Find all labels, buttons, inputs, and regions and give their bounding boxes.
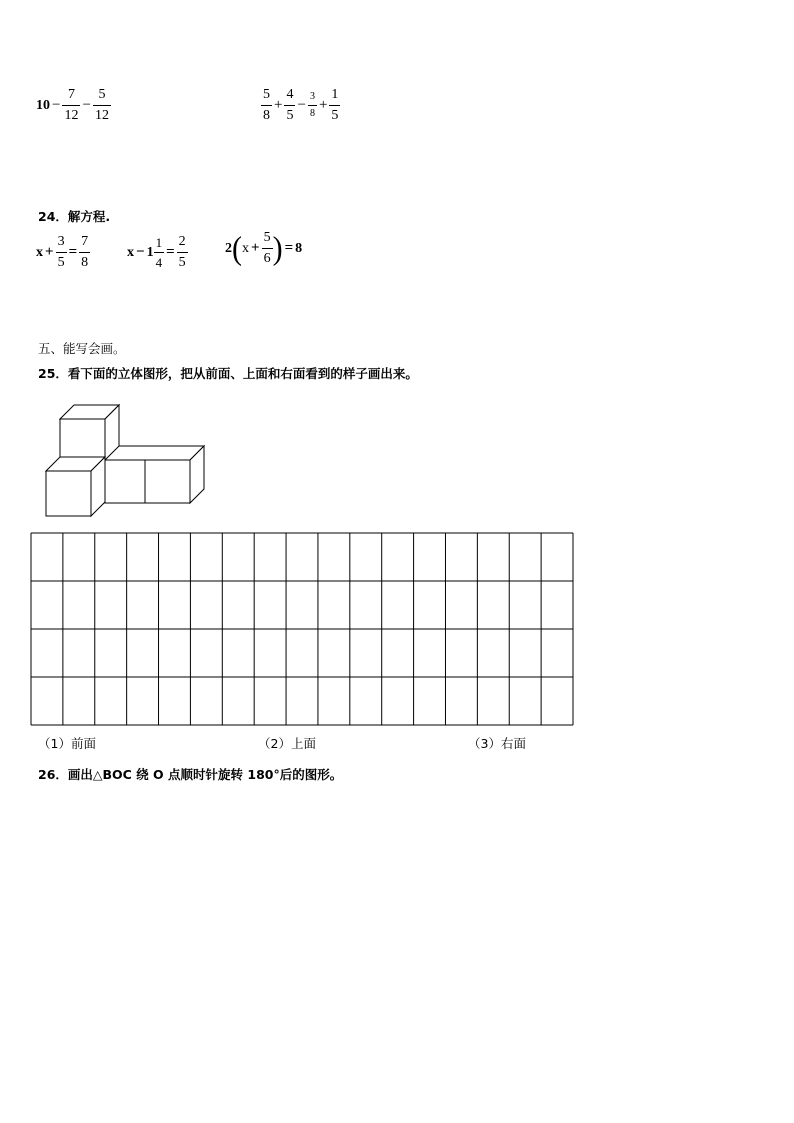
numerator: 7 — [81, 234, 89, 249]
fraction — [154, 236, 165, 269]
cube-front-face — [60, 419, 105, 463]
equals-sign: = — [166, 244, 175, 260]
denominator: 8 — [261, 105, 272, 123]
denominator: 5 — [177, 252, 188, 270]
equals-sign: = — [68, 244, 78, 260]
coefficient: 2 — [225, 240, 232, 256]
mixed-number — [147, 236, 165, 269]
equation-2 — [127, 235, 188, 270]
fraction — [177, 235, 188, 270]
numerator: 7 — [67, 87, 75, 102]
equals-sign: = — [284, 240, 294, 256]
numerator: 3 — [309, 91, 315, 102]
denominator: 5 — [56, 252, 67, 270]
cube-top-face — [105, 446, 204, 460]
fraction — [262, 231, 273, 266]
equation-1 — [36, 235, 90, 270]
denominator: 6 — [262, 248, 273, 266]
fraction — [79, 235, 90, 270]
question-24-title: 24．解方程. — [38, 209, 111, 224]
operator: − — [297, 97, 306, 113]
whole-number: 10 — [36, 97, 50, 113]
operator: + — [318, 97, 328, 113]
numerator: 1 — [331, 87, 339, 102]
operator: + — [45, 244, 54, 260]
label-right-view: （3）右面 — [468, 736, 526, 751]
operator: − — [82, 97, 91, 113]
denominator: 8 — [79, 252, 90, 270]
cube-figure — [40, 398, 210, 522]
fraction — [261, 88, 272, 123]
fraction — [56, 235, 67, 270]
denominator: 4 — [154, 252, 165, 269]
right-parenthesis: ) — [272, 229, 283, 267]
drawing-grid[interactable] — [30, 532, 574, 726]
numerator: 3 — [57, 234, 65, 249]
expression-1 — [36, 88, 111, 123]
fraction — [284, 88, 295, 123]
question-26-title: 26．画出△BOC 绕 O 点顺时针旋转 180°后的图形。 — [38, 767, 343, 782]
denominator: 8 — [308, 105, 317, 119]
variable: x — [36, 244, 43, 260]
expression-2 — [261, 88, 340, 123]
question-25-title: 25．看下面的立体图形，把从前面、上面和右面看到的样子画出来。 — [38, 366, 418, 381]
numerator: 1 — [155, 235, 163, 250]
numerator: 5 — [263, 230, 271, 245]
cube-front-face — [145, 460, 190, 503]
denominator: 5 — [284, 105, 295, 123]
fraction — [308, 92, 317, 119]
denominator: 12 — [62, 105, 80, 123]
operator: − — [52, 97, 61, 113]
denominator: 5 — [329, 105, 340, 123]
fraction — [62, 88, 80, 123]
numerator: 2 — [178, 234, 186, 249]
denominator: 12 — [93, 105, 111, 123]
left-parenthesis: ( — [232, 229, 242, 267]
operator: + — [251, 240, 260, 256]
cube-front-face — [46, 471, 91, 516]
operator: + — [274, 97, 283, 113]
fraction — [329, 88, 340, 123]
equation-3 — [225, 231, 302, 266]
label-top-view: （2）上面 — [258, 736, 316, 751]
numerator: 5 — [98, 87, 106, 102]
right-hand-side: 8 — [295, 240, 303, 256]
variable: x — [127, 244, 134, 260]
label-front-view: （1）前面 — [38, 736, 96, 751]
section-5-title: 五、能写会画。 — [38, 341, 126, 356]
fraction — [93, 88, 111, 123]
variable: x — [242, 240, 249, 256]
cube-front-face — [105, 460, 145, 503]
numerator: 4 — [286, 87, 294, 102]
numerator: 5 — [263, 87, 270, 102]
whole-number: 1 — [146, 244, 154, 260]
operator: − — [136, 244, 145, 260]
